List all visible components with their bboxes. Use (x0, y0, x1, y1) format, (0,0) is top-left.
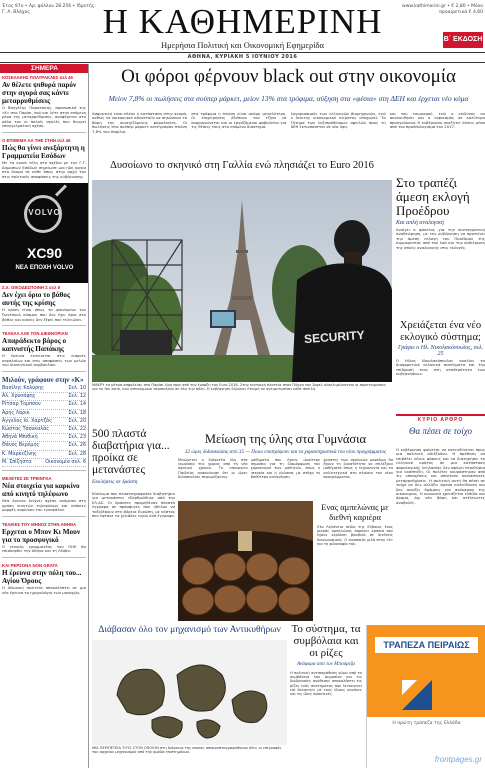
columnists-index (0, 385, 88, 467)
index-row[interactable] (2, 393, 86, 401)
index-name: Μ. Σπίζηστα (2, 459, 32, 465)
issue-date: ΑΘΗΝΑ, ΚΥΡΙΑΚΗ 5 ΙΟΥΝΙΟΥ 2016 (187, 54, 298, 60)
sidebar-item-title: Δεν έχει όριο το βάθος αυτής της κρίσης (2, 291, 71, 308)
index-page: Σελ. 26 (68, 443, 86, 449)
piraeus-bank-advertisement[interactable] (366, 625, 485, 768)
story-kicker: Γράφει ο Ηλ. Νικολακόπουλος, σελ. 25 (397, 345, 484, 357)
index-page: Σελ. 18 (68, 410, 86, 416)
masthead (0, 0, 485, 60)
story-body: Ο Ηλίας Νικολακόπουλος αναλύει τα διαφορετικά εκλογικά συστήματα και την επίδρασή τους στη σταθερότητα των κυβερνήσεων. (396, 358, 485, 377)
divider (2, 325, 86, 326)
index-row[interactable] (2, 459, 86, 467)
left-sidebar (0, 64, 89, 768)
sidebar-item[interactable] (0, 283, 88, 322)
gym-column: χρήστες των σχολικών μονάδων θα έχουν τη δυνατότητα να επιλέξουν μαθήματα όπως η τεχνολογία και τα καλλιτεχνικά στο πλαίσιο του νέου προγράμματος. (323, 458, 394, 479)
index-page: Σελ. 14 (68, 402, 86, 408)
sidebar-item-title: Η έρευνα στην πόλη του... Αγίου Όρους (2, 568, 82, 585)
sidebar-item[interactable] (0, 136, 88, 179)
photo-headline[interactable]: Δυσοίωνο το σκηνικό στη Γαλλία ενώ πλησιάζει το Euro 2016 (110, 160, 374, 171)
index-page: Σελ. 22 (68, 426, 86, 432)
sidebar-item-body: Η Αθωνική πολιτεία αποκαλύπτει σε μια νέα έρευνα το ημερολόγιο των μοναχών. (2, 584, 86, 595)
index-row[interactable] (2, 410, 86, 418)
sidebar-item-title: Νέα στοιχεία για καρκίνο από κινητό τηλέφωνο (2, 481, 80, 498)
sidebar-item[interactable] (0, 329, 88, 368)
sidebar-item-body: Νέα έρευνα δείχνει σχέση ανάμεσα στη χρήση κινητών τηλεφώνων και κάποιες μορφές καρκίνου του εγκεφάλου. (2, 497, 86, 513)
sidebar-item-kicker: Ο ΕΠΙΘΕΜΑ ΛΑ ΤΗΕ ΣΤΗΝ σελ 46 (2, 137, 71, 143)
antikythera-headline[interactable]: Διάβασαν όλο τον μηχανισμό των Αντικυθήρων (98, 625, 281, 635)
sidebar-item-title: Ερχεται ο Μπον Κι Μουν για το προσφυγικό (2, 527, 81, 544)
newspaper-subtitle: Ημερήσια Πολιτική και Οικονομική Εφημερίδα (161, 40, 324, 50)
gymnasium-headline[interactable]: Μείωση της ύλης στα Γυμνάσια (204, 432, 367, 446)
index-page: Σελ. 28 (68, 451, 86, 457)
sidebar-item[interactable] (0, 561, 88, 595)
sidebar-item-body: Ο γενικός γραμματέας του ΟΗΕ θα επισκεφθεί την Αθήνα και τη Λέσβο. (2, 543, 86, 554)
volvo-model: XC90 (26, 245, 63, 262)
sidebar-item-kicker: ΚΑΙ ΡΕΡΣΟΝΑ ΝΟΝ GRATA (2, 562, 58, 568)
contracts-story[interactable] (290, 623, 362, 768)
editorial-label: ΚΥΡΙΟ ΑΡΘΡΟ (417, 417, 464, 423)
index-page: Σελ. 23 (68, 435, 86, 441)
sidebar-item-kicker: ΤΕΛΙΚΕΣ ΤΟΥ ΜΗΝΟΣ ΣΤΗΝ ΑΘΗΝΑ (2, 521, 77, 527)
lead-body (92, 112, 485, 156)
sidebar-item-kicker: ΚΟΣΕΛΑΚΗΣ ΠΟΛΥΡΑΚΛΕΣ σελ 46 (2, 75, 73, 80)
sidebar-item-body: Με τα κοινά τέλη στο σχέδιο με την Γ.Γ. Δημοσίων Εσόδων σημείωσε μια ήδη αργία στο όνομα σε κάθε όπως στην αρχή του στις πολιτικές αποφάσεις της κυβέρνησης. (2, 159, 86, 179)
lead-column: στα τρόφιμα η πτώση είναι ακόμη μεγαλύτερη. Οι επιχειρήσεις βλέπουν τον τζίρο να συρρικνώνεται και οι εργαζόμενοι φοβούνται για τις θέσεις τους στο επόμενο διάστημα. (191, 112, 287, 130)
story-kicker: Εκκλήσεις σε δράστη (92, 479, 138, 485)
sidebar-item-title: Απαράδεκτο βάρος ο καπνιστής Παπάκης (2, 337, 67, 354)
bank-slogan: Η πρώτη τράπεζα της Ελλάδα (392, 721, 461, 726)
index-name: Βασίλης Κολύρης (2, 385, 44, 391)
antikythera-caption: ΜΙΑ ΠΕΡΙΠΕΤΕΙΑ ΤΟΥΣ ΣΤΟΝ ΟΠΟΙΟΝ στη διάρκεια της οποίας αποκρυπτογραφήθηκαν όλες οι επιγραφές του αρχαίου μηχανισμού από την ομάδα επιστημόνων. (92, 746, 282, 755)
eiffel-security-photo (92, 180, 392, 382)
sidebar-item-body: Η έρευνα εκτείνεται στις εισροές κεφαλαίων και στις αποφάσεις των μελών του διοικητικού συμβουλίου. (2, 353, 86, 368)
gym-column: μαθήματα που έχουν ιδιαίτερη σημασία για τη διαμόρφωση του χαρακτήρα των μαθητών, όπως η ιστορία και η γλώσσα, με στόχο τη βαθύτερη κατανόηση. (250, 458, 321, 479)
vineyard-story[interactable] (317, 503, 393, 605)
sidebar-item-kicker: Σ.Χ. ΟΙΚΟΔΕΣΠΟΙΝΗ Σ σελ 8 (2, 285, 60, 291)
index-name: Ρίτσαρ Τομπσον (2, 402, 41, 408)
watermark: frontpages.gr (434, 755, 482, 764)
edition-badge: Β΄ ΕΚΔΟΣΗ (443, 32, 483, 48)
story-body: Η πολιτική αντιπαράθεση γύρω από τα συμβόλαια του Δημοσίου και τις διαδικασίες ανάθεσης αποκαλύπτει τις ρίζες ενός συστήματος που λειτουργεί επί δεκαετίες με τους ίδιους κανόνες και τις ίδιες πρακτικές. (290, 671, 362, 697)
electoral-system-story[interactable] (396, 320, 485, 410)
gym-column: Μειώνεται η διδακτέα ύλη στα γυμνάσια της χώρας από τη νέα σχολική χρονιά. Το υπουργείο Παιδείας ανακοίνωσε ότι οι ώρες διδασκαλίας περιορίζονται. (178, 458, 248, 479)
index-name: Αθηνά Μπιθική (2, 435, 38, 441)
editorial-title[interactable]: Θα πέσει σε τοίχο (409, 426, 472, 436)
sidebar-item[interactable] (0, 520, 88, 554)
masthead-right-note: www.kathimerini.gr • € 2,80 • Μόνο προαιρετικά € 4,60 (402, 4, 483, 15)
sidebar-item-title: Αν θέλετε ψιθυρά παρόν στην αγορά σας κάντε μεταρρυθμίσεις (2, 81, 77, 105)
index-name: Αρης Λαρικ (2, 410, 30, 416)
sidebar-header: ΣΗΜΕΡΑ (0, 64, 89, 73)
dateline (0, 52, 485, 63)
volvo-brand: VOLVO (28, 208, 61, 218)
lead-subhead: Μείον 7,8% οι πωλήσεις στα σούπερ μάρκετ, μείον 13% στα τρόφιμα, αύξηση στα «φέσια» στη ΔΕΗ και έρχεται νέο κύμα (108, 94, 469, 103)
bank-logo-icon (397, 675, 437, 715)
story-title: Χρειάζεται ένα νέο εκλογικό σύστημα; (399, 320, 482, 343)
story-title: Ενας αμπελώνας με διεθνή καριέρα (321, 502, 389, 522)
sidebar-item[interactable] (0, 73, 88, 129)
sidebar-item-body: Ο Βαγγέλης Παρατακής, προσωπικό της «Κ» στο Παρίσι, πού και λέτε στην επόμενη μέρα της μεταρρύθμισης, αναφέρεται στο ρόλο του οι παλιές σχολές που θεωρεί επαγγελματική σχέση. (2, 105, 86, 129)
index-row[interactable] (2, 434, 86, 442)
gymnasium-body (178, 458, 393, 498)
columnists-header: Μιλούν, γράφουν στην «Κ» (2, 375, 84, 384)
index-row[interactable] (2, 418, 86, 426)
story-title: Το σύστημα, τα συμβόλαια και οι ρίζες (291, 623, 361, 659)
divider (2, 371, 86, 372)
divider (2, 470, 86, 471)
story-body: Ανοίγει ο φάκελος για την συνταγματική αναθεώρηση, με την κυβέρνηση να προτείνει την άμεση εκλογή του Προέδρου της Δημοκρατίας από τον λαό και την καθιέρωση της απλής αναλογικής στις εκλογές. (396, 227, 485, 250)
index-row[interactable] (2, 451, 86, 459)
story-body: Στο Ληλάντιο πεδίο της Εύβοιας ένας μικρός αμπελώνας παράγει κρασιά που έχουν κερδίσει βραβεία σε διεθνείς διαγωνισμούς. Ο οινοποιός μιλά στην «Κ» για τη φιλοσοφία του. (317, 525, 393, 546)
gymnasium-subhead: 32 ώρες διδασκαλίας από 35 — Ποιοι επιστρέφουν και τα χαρακτηριστικά του νέου προγράμματος (184, 449, 387, 455)
sidebar-item-title: Πώς θα γίνει ανεξάρτητη η Γραμματεία Εσόδων (2, 143, 85, 160)
lead-column: και του τουρισμού, ενώ ο κίνδυνος να ακολουθήσει και ο ενφιασμός σε καλύτερα προηγούμενα. Η κυβέρνηση αναζητεί λύσεις μέσα από τον προϋπολογισμό του 2017. (389, 112, 485, 130)
story-kicker: Και απλή αναλογική (396, 220, 444, 226)
passports-body: Κύκλωμα που πλαστογραφούσε διαβατήρια για μετανάστες εξαρθρώθηκε από την ΕΛ.ΑΣ. Οι δράστες προμήθευαν πλαστά έγγραφα σε πρόσφυγες που ήθελαν να ταξιδέψουν στη βόρεια Ευρώπη, με κόστος που έφτανε τα χιλιάδες ευρώ ανά έγγραφο. (92, 492, 175, 519)
bank-name: ΤΡΑΠΕΖΑ ΠΕΙΡΑΙΩΣ (375, 637, 478, 653)
story-title: Στο τραπέζι άμεση εκλογή Προέδρου (396, 176, 470, 218)
index-name: Αγγελος Ιό. Χαρτζάς (2, 418, 53, 424)
index-name: Αλ. Χρυσάφης (2, 394, 36, 400)
divider (2, 516, 86, 517)
security-vest-text: SECURITY (303, 327, 366, 347)
index-name: Κώστας Τσουκαλάς (2, 426, 50, 432)
index-page: Σελ. 12 (68, 394, 86, 400)
index-name: Κ. Μαρκεζίνης (2, 451, 37, 457)
wine-cellar-photo (178, 501, 313, 621)
index-row[interactable] (2, 442, 86, 450)
photo-caption: ΜΑΚΡΥ τα μέτρα ασφαλείας στο Παρίσι λίγο πριν από την έναρξη του Euro 2016. Στην κεντρική πλατεία στον Πύργο του Άιφελ ολοκληρώνονται οι προετοιμασίες για τη fan zone, ενώ αστυνομικοί περιπολούν σε όλη την πόλη. Η κυβέρνηση δηλώνει έτοιμη να αντιμετωπίσει κάθε απειλή. (92, 383, 387, 392)
editorial-header (396, 414, 485, 424)
story-kicker: Ανάφορα από τον Μπούρτζα (297, 661, 355, 667)
sidebar-item-kicker: ΜΕΛΕΤΕΣ ΣΕ ΤΡΕΙΝΓΚΑ (2, 475, 52, 481)
index-page: Σελ. 10 (68, 385, 86, 391)
index-name: Θάνος Βερέμης (2, 443, 40, 449)
index-row[interactable] (2, 401, 86, 409)
lead-headline[interactable]: Οι φόροι φέρνουν black out στην οικονομία (121, 66, 456, 87)
editorial-body: Η κυβέρνηση φαίνεται να κατευθύνεται προς μια πολιτική αδιέξοδου. Η πρόθεση να επιβάλει νέους φόρους και να διατηρήσει το ελληνικό κράτος σε μια κατάσταση φορολογικής λεηλασίας δεν αφήνει περιθώρια για ανάπτυξη. Οι πολίτες κουράστηκαν από τις υποσχέσεις και απαιτούν ουσιαστικές μεταρρυθμίσεις. Η πολιτική αυτή θα πέσει σε τοίχο αν δεν αλλάξει άμεσα κατεύθυνση και δεν ανοίξει δρόμους για ανάκαμψη της οικονομίας. Η κοινωνία χρειάζεται ελπίδα και όραμα, όχι νέα βάρη και ατέλειωτες αναβολές. (396, 448, 485, 505)
index-page: Σελ. 20 (68, 418, 86, 424)
sidebar-item[interactable] (0, 474, 88, 513)
index-row[interactable] (2, 426, 86, 434)
volvo-advertisement[interactable] (0, 183, 89, 283)
lead-column: λογαριασμούς των ελληνικών βιομηχανιών, ενώ ο δείκτης οικονομικού κλίματος υποχωρεί. Το ζήτημα των ληξιπρόθεσμων οφειλών προς τη ΔΕΗ εκτινάσσεται σε νέα ύψη. (290, 112, 386, 130)
sidebar-item-body: Η κρίση είναι όπως τα φαινόμενα του ζωντανού κόσμου που δεν έχει όριο στο βάθος και κανείς δεν ξέρει πού τελειώνει. (2, 307, 86, 322)
volvo-tagline: ΝΕΑ ΕΠΟΧΗ VOLVO (15, 265, 74, 272)
passports-story[interactable] (92, 428, 175, 485)
index-page: Οικονομία σελ. 6 (45, 459, 86, 465)
antikythera-photo (92, 640, 287, 745)
sidebar-item-kicker: ΤΕΛΝΑΛ ΑΛΕ ΤΟΝ ΔΙΕΘΝΟΡΙΑΝ (2, 331, 68, 337)
masthead-left-note: Έτος 97ο • Αρ. φύλλου 28.256 • Ιδρυτής: Γ. Α. Βλάχος (2, 4, 96, 15)
story-title: 500 πλαστά διαβατήρια για... προίκα σε μετανάστες (92, 428, 170, 476)
newspaper-title: Η ΚΑΘΗΜΕΡΙΝΗ (102, 2, 383, 41)
index-row[interactable] (2, 385, 86, 393)
lead-column: Ασφυκτική είναι πλέον η κατάσταση στην αγορά, καθώς τα νοικοκυριά αδυνατούν να σηκώσουν τα βάρη της συνεχιζόμενης φορολογίας. Οι πωλήσεις στα σούπερ μάρκετ κατέγραψαν πτώση 7,8% τον Απρίλιο. (92, 112, 188, 134)
divider (2, 132, 86, 133)
divider (2, 557, 86, 558)
